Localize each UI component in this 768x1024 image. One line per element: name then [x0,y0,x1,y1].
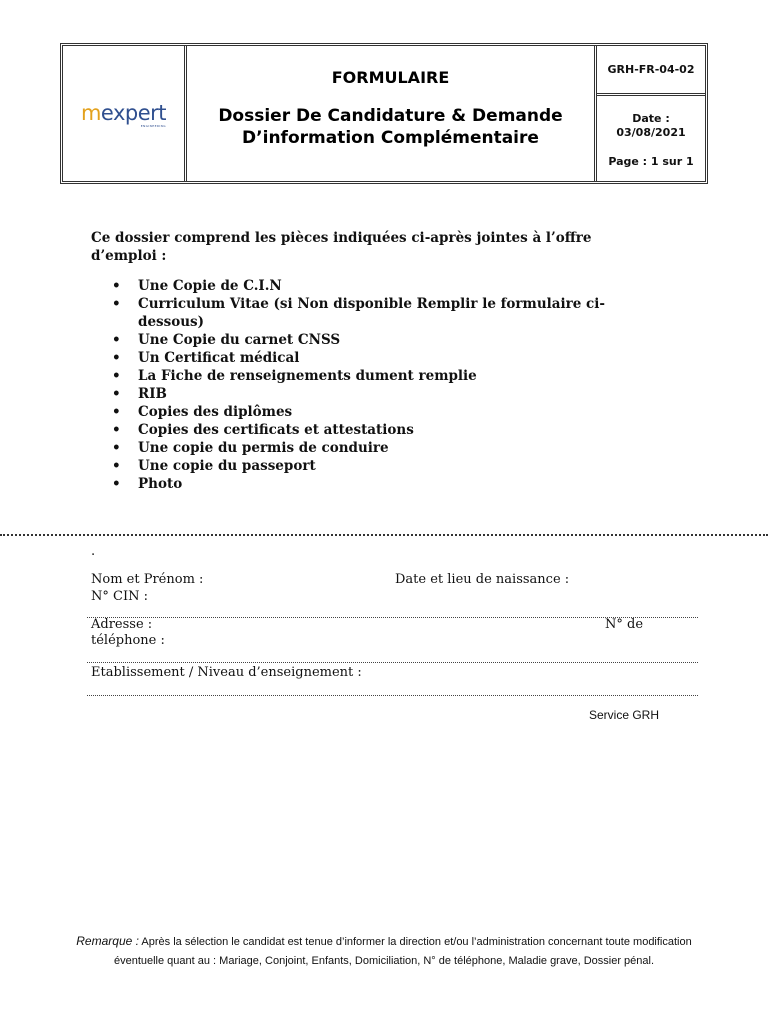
list-item: • Une copie du passeport [110,457,670,475]
section-separator [0,534,768,536]
required-documents-list [110,277,670,493]
logo-cell [63,46,187,181]
logo-tagline: ENGINEERING [140,124,167,128]
page-number: Page : 1 sur 1 [608,155,694,168]
list-item: • Un Certificat médical [110,349,670,367]
list-item: • Curriculum Vitae (si Non disponible Remplir le formulaire ci-dessous) [110,295,670,331]
list-item: • Copies des diplômes [110,403,670,421]
list-item: • Une copie du permis de conduire [110,439,670,457]
document-title: Dossier De Candidature & Demande D’information Complémentaire [218,106,563,148]
service-signature: Service GRH [589,708,660,722]
remark-label: Remarque : [76,934,139,948]
etablissement-label: Etablissement / Niveau d’enseignement : [91,665,362,680]
stray-dot: . [91,544,96,559]
telephone-label-part1: N° de [605,617,644,632]
intro-text: Ce dossier comprend les pièces indiquées ci-après jointes à l’offre d’emploi : [91,230,592,264]
remark-note: Remarque : Après la sélection le candidat est tenue d’informer la direction et/ou l’administration concernant toute modification éventuelle quant au : Mariage, Conjoint, Enfants, Domiciliation, N° de téléphone, Maladie grave, Dossier pénal. [76,934,692,967]
form-type: FORMULAIRE [331,68,450,87]
document-header [60,43,708,184]
adresse-label: Adresse : [91,617,153,632]
list-item: • La Fiche de renseignements dument remplie [110,367,670,385]
telephone-label-part2: téléphone : [91,633,165,648]
list-item: • Copies des certificats et attestations [110,421,670,439]
list-item: • Photo [110,475,670,493]
company-logo: mexpert ENGINEERING [80,101,167,128]
title-cell [187,46,594,181]
form-line [87,662,698,663]
reference-cell [594,46,705,181]
form-line [87,695,698,696]
form-code: GRH-FR-04-02 [597,46,705,96]
document-date: Date : 03/08/2021 [616,112,686,139]
nom-prenom-label: Nom et Prénom : [91,572,204,587]
list-item: • Une Copie du carnet CNSS [110,331,670,349]
list-item: • RIB [110,385,670,403]
list-item: • Une Copie de C.I.N [110,277,670,295]
cin-label: N° CIN : [91,589,148,604]
naissance-label: Date et lieu de naissance : [395,572,570,587]
